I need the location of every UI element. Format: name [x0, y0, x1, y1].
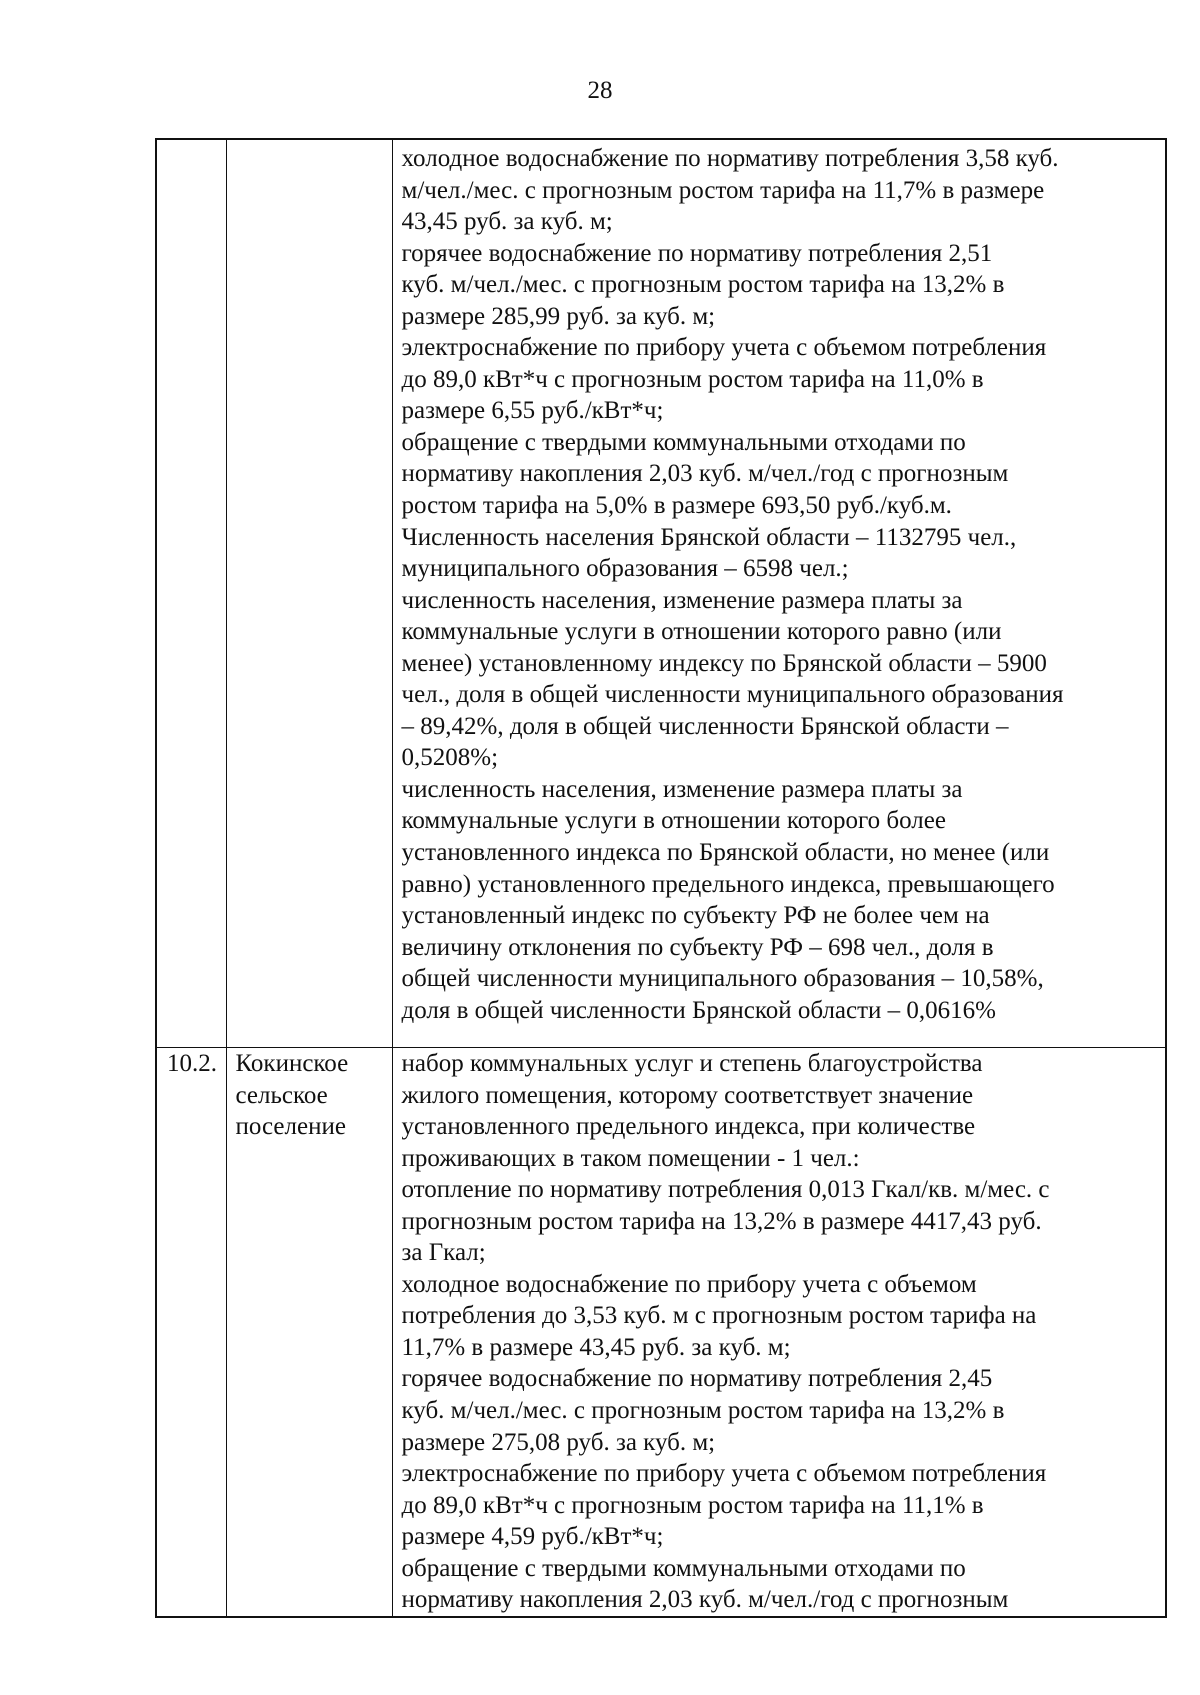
text-line: до 89,0 кВт*ч с прогнозным ростом тарифа на 11,0% в — [401, 365, 984, 393]
text-line: за Гкал; — [401, 1239, 486, 1267]
text-line: куб. м/чел./мес. с прогнозным ростом тарифа на 13,2% в — [401, 271, 1005, 299]
text-line: нормативу накопления 2,03 куб. м/чел./год с прогнозным — [401, 1586, 1009, 1614]
text-line: Кокинское — [235, 1050, 349, 1077]
row-number-cell — [156, 139, 226, 1048]
text-line: электроснабжение по прибору учета с объемом потребления — [401, 1460, 1047, 1488]
text-line: коммунальные услуги в отношении которого равно (или — [401, 618, 1002, 646]
text-line: горячее водоснабжение по нормативу потребления 2,45 — [401, 1365, 993, 1393]
text-line: отопление по нормативу потребления 0,013 Гкал/кв. м/мес. с — [401, 1176, 1050, 1204]
municipality-name-cell — [226, 139, 392, 1048]
text-line: жилого помещения, которому соответствует значение — [401, 1081, 974, 1109]
text-line: размере 275,08 руб. за куб. м; — [401, 1428, 716, 1456]
text-line: Численность населения Брянской области – 1132795 чел., — [401, 523, 1017, 551]
text-line: до 89,0 кВт*ч с прогнозным ростом тарифа на 11,1% в — [401, 1491, 984, 1519]
tariff-table — [155, 138, 1167, 1618]
text-line: коммунальные услуги в отношении которого более — [401, 807, 946, 835]
text-line: размере 6,55 руб./кВт*ч; — [401, 397, 664, 425]
text-line: муниципального образования – 6598 чел.; — [401, 555, 849, 583]
text-line: холодное водоснабжение по прибору учета с объемом — [401, 1270, 977, 1298]
text-line: сельское — [235, 1081, 328, 1109]
table-row — [156, 139, 1166, 1048]
text-line: проживающих в таком помещении - 1 чел.: — [401, 1144, 860, 1172]
row-number-cell: 10.2. — [156, 1048, 226, 1617]
text-line: поселение — [235, 1113, 346, 1141]
text-line: холодное водоснабжение по нормативу потребления 3,58 куб. — [401, 145, 1059, 172]
text-line: 43,45 руб. за куб. м; — [401, 208, 613, 236]
text-line: установленного предельного индекса, при количестве — [401, 1113, 976, 1141]
text-line: численность населения, изменение размера платы за — [401, 775, 963, 803]
text-line: менее) установленному индексу по Брянской области – 5900 — [401, 649, 1047, 677]
text-line: потребления до 3,53 куб. м с прогнозным ростом тарифа на — [401, 1302, 1037, 1330]
text-line: величину отклонения по субъекту РФ – 698 чел., доля в — [401, 933, 994, 961]
text-line: 0,5208%; — [401, 744, 499, 772]
table-row — [156, 1048, 1166, 1617]
text-line: м/чел./мес. с прогнозным ростом тарифа на 11,7% в размере — [401, 176, 1045, 204]
text-line: размере 4,59 руб./кВт*ч; — [401, 1523, 664, 1551]
text-line: обращение с твердыми коммунальными отходами по — [401, 428, 966, 456]
text-line: равно) установленного предельного индекса, превышающего — [401, 870, 1055, 898]
text-line: установленный индекс по субъекту РФ не более чем на — [401, 902, 990, 930]
text-line: размере 285,99 руб. за куб. м; — [401, 302, 716, 330]
description-cell — [392, 139, 1166, 1048]
page-number: 28 — [587, 77, 613, 104]
text-line: куб. м/чел./мес. с прогнозным ростом тарифа на 13,2% в — [401, 1397, 1005, 1425]
text-line: электроснабжение по прибору учета с объемом потребления — [401, 334, 1047, 362]
text-line: установленного индекса по Брянской области, но менее (или — [401, 839, 1050, 867]
text-line: обращение с твердыми коммунальными отходами по — [401, 1554, 966, 1582]
text-line: 11,7% в размере 43,45 руб. за куб. м; — [401, 1333, 791, 1361]
text-line: горячее водоснабжение по нормативу потребления 2,51 — [401, 239, 993, 267]
text-line: нормативу накопления 2,03 куб. м/чел./год с прогнозным — [401, 460, 1009, 488]
text-line: – 89,42%, доля в общей численности Брянской области – — [401, 712, 1009, 740]
municipality-name-cell — [226, 1048, 392, 1617]
text-line: прогнозным ростом тарифа на 13,2% в размере 4417,43 руб. — [401, 1207, 1042, 1235]
description-cell — [392, 1048, 1166, 1617]
text-line: общей численности муниципального образования – 10,58%, — [401, 965, 1044, 993]
text-line: чел., доля в общей численности муниципального образования — [401, 681, 1064, 709]
text-line: ростом тарифа на 5,0% в размере 693,50 руб./куб.м. — [401, 492, 952, 520]
text-line: доля в общей численности Брянской области – 0,0616% — [401, 996, 996, 1024]
text-line: численность населения, изменение размера платы за — [401, 586, 963, 614]
text-line: набор коммунальных услуг и степень благоустройства — [401, 1050, 983, 1077]
